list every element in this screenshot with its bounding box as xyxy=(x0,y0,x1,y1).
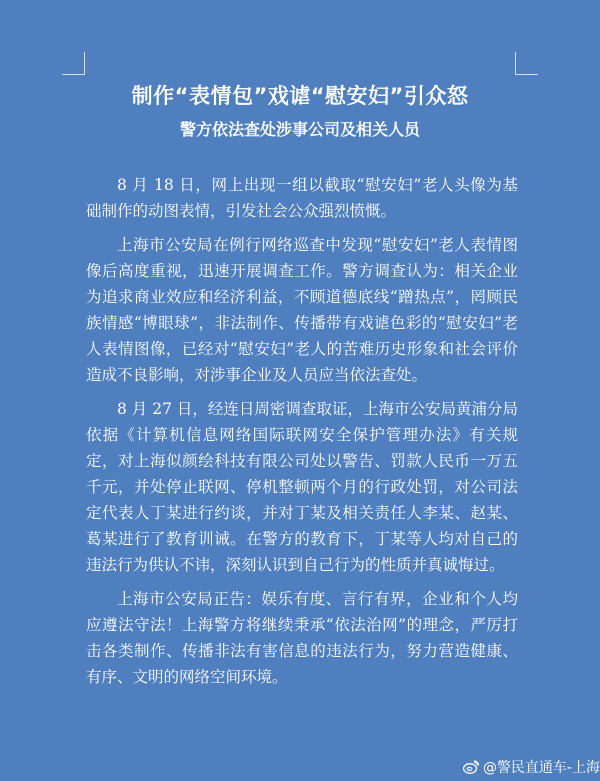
corner-mark-top-left xyxy=(62,52,85,75)
paragraph-2: 上海市公安局在例行网络巡查中发现“慰安妇”老人表情图像后高度重视，迅速开展调查工作。警方调查认为：相关企业为追求商业效应和经济利益，不顾道德底线“蹭热点”，罔顾民族情感“博眼球”，非法制作、传播带有戏谑色彩的“慰安妇”老人表情图像，已经对“慰安妇”老人的苦难历史形象和社会评价造成不良影响，对涉事企业及人员应当依法查处。 xyxy=(86,236,518,384)
weibo-icon xyxy=(463,760,479,774)
weibo-watermark xyxy=(463,757,600,777)
paragraph-3: 8 月 27 日，经连日周密调查取证，上海市公安局黄浦分局依据《计算机信息网络国际联网安全保护管理办法》有关规定，对上海似颜绘科技有限公司处以警告、罚款人民币一万五千元，并处停止联网、停机整顿两个月的行政处罚，对公司法定代表人丁某进行约谈，并对丁某及相关责任人李某、赵某、葛某进行了教育训诫。在警方的教育下，丁某等人均对自己的违法行为供认不讳，深刻认识到自己行为的性质并真诚悔过。 xyxy=(86,400,518,574)
corner-mark-top-right xyxy=(515,52,538,75)
paragraph-4: 上海市公安局正告：娱乐有度、言行有界，企业和个人均应遵法守法！上海警方将继续秉承“依法治网”的理念，严厉打击各类制作、传播非法有害信息的违法行为，努力营造健康、有序、文明的网络空间环境。 xyxy=(86,590,518,686)
document-title: 制作“表情包”戏谑“慰安妇”引众怒 xyxy=(131,84,469,108)
paragraph-1: 8 月 18 日，网上出现一组以截取“慰安妇”老人头像为基础制作的动图表情，引发社会公众强烈愤慨。 xyxy=(86,176,518,220)
document-body xyxy=(86,172,518,698)
document-subtitle: 警方依法查处涉事公司及相关人员 xyxy=(179,120,420,139)
watermark-text: @警民直通车-上海 xyxy=(482,760,600,776)
